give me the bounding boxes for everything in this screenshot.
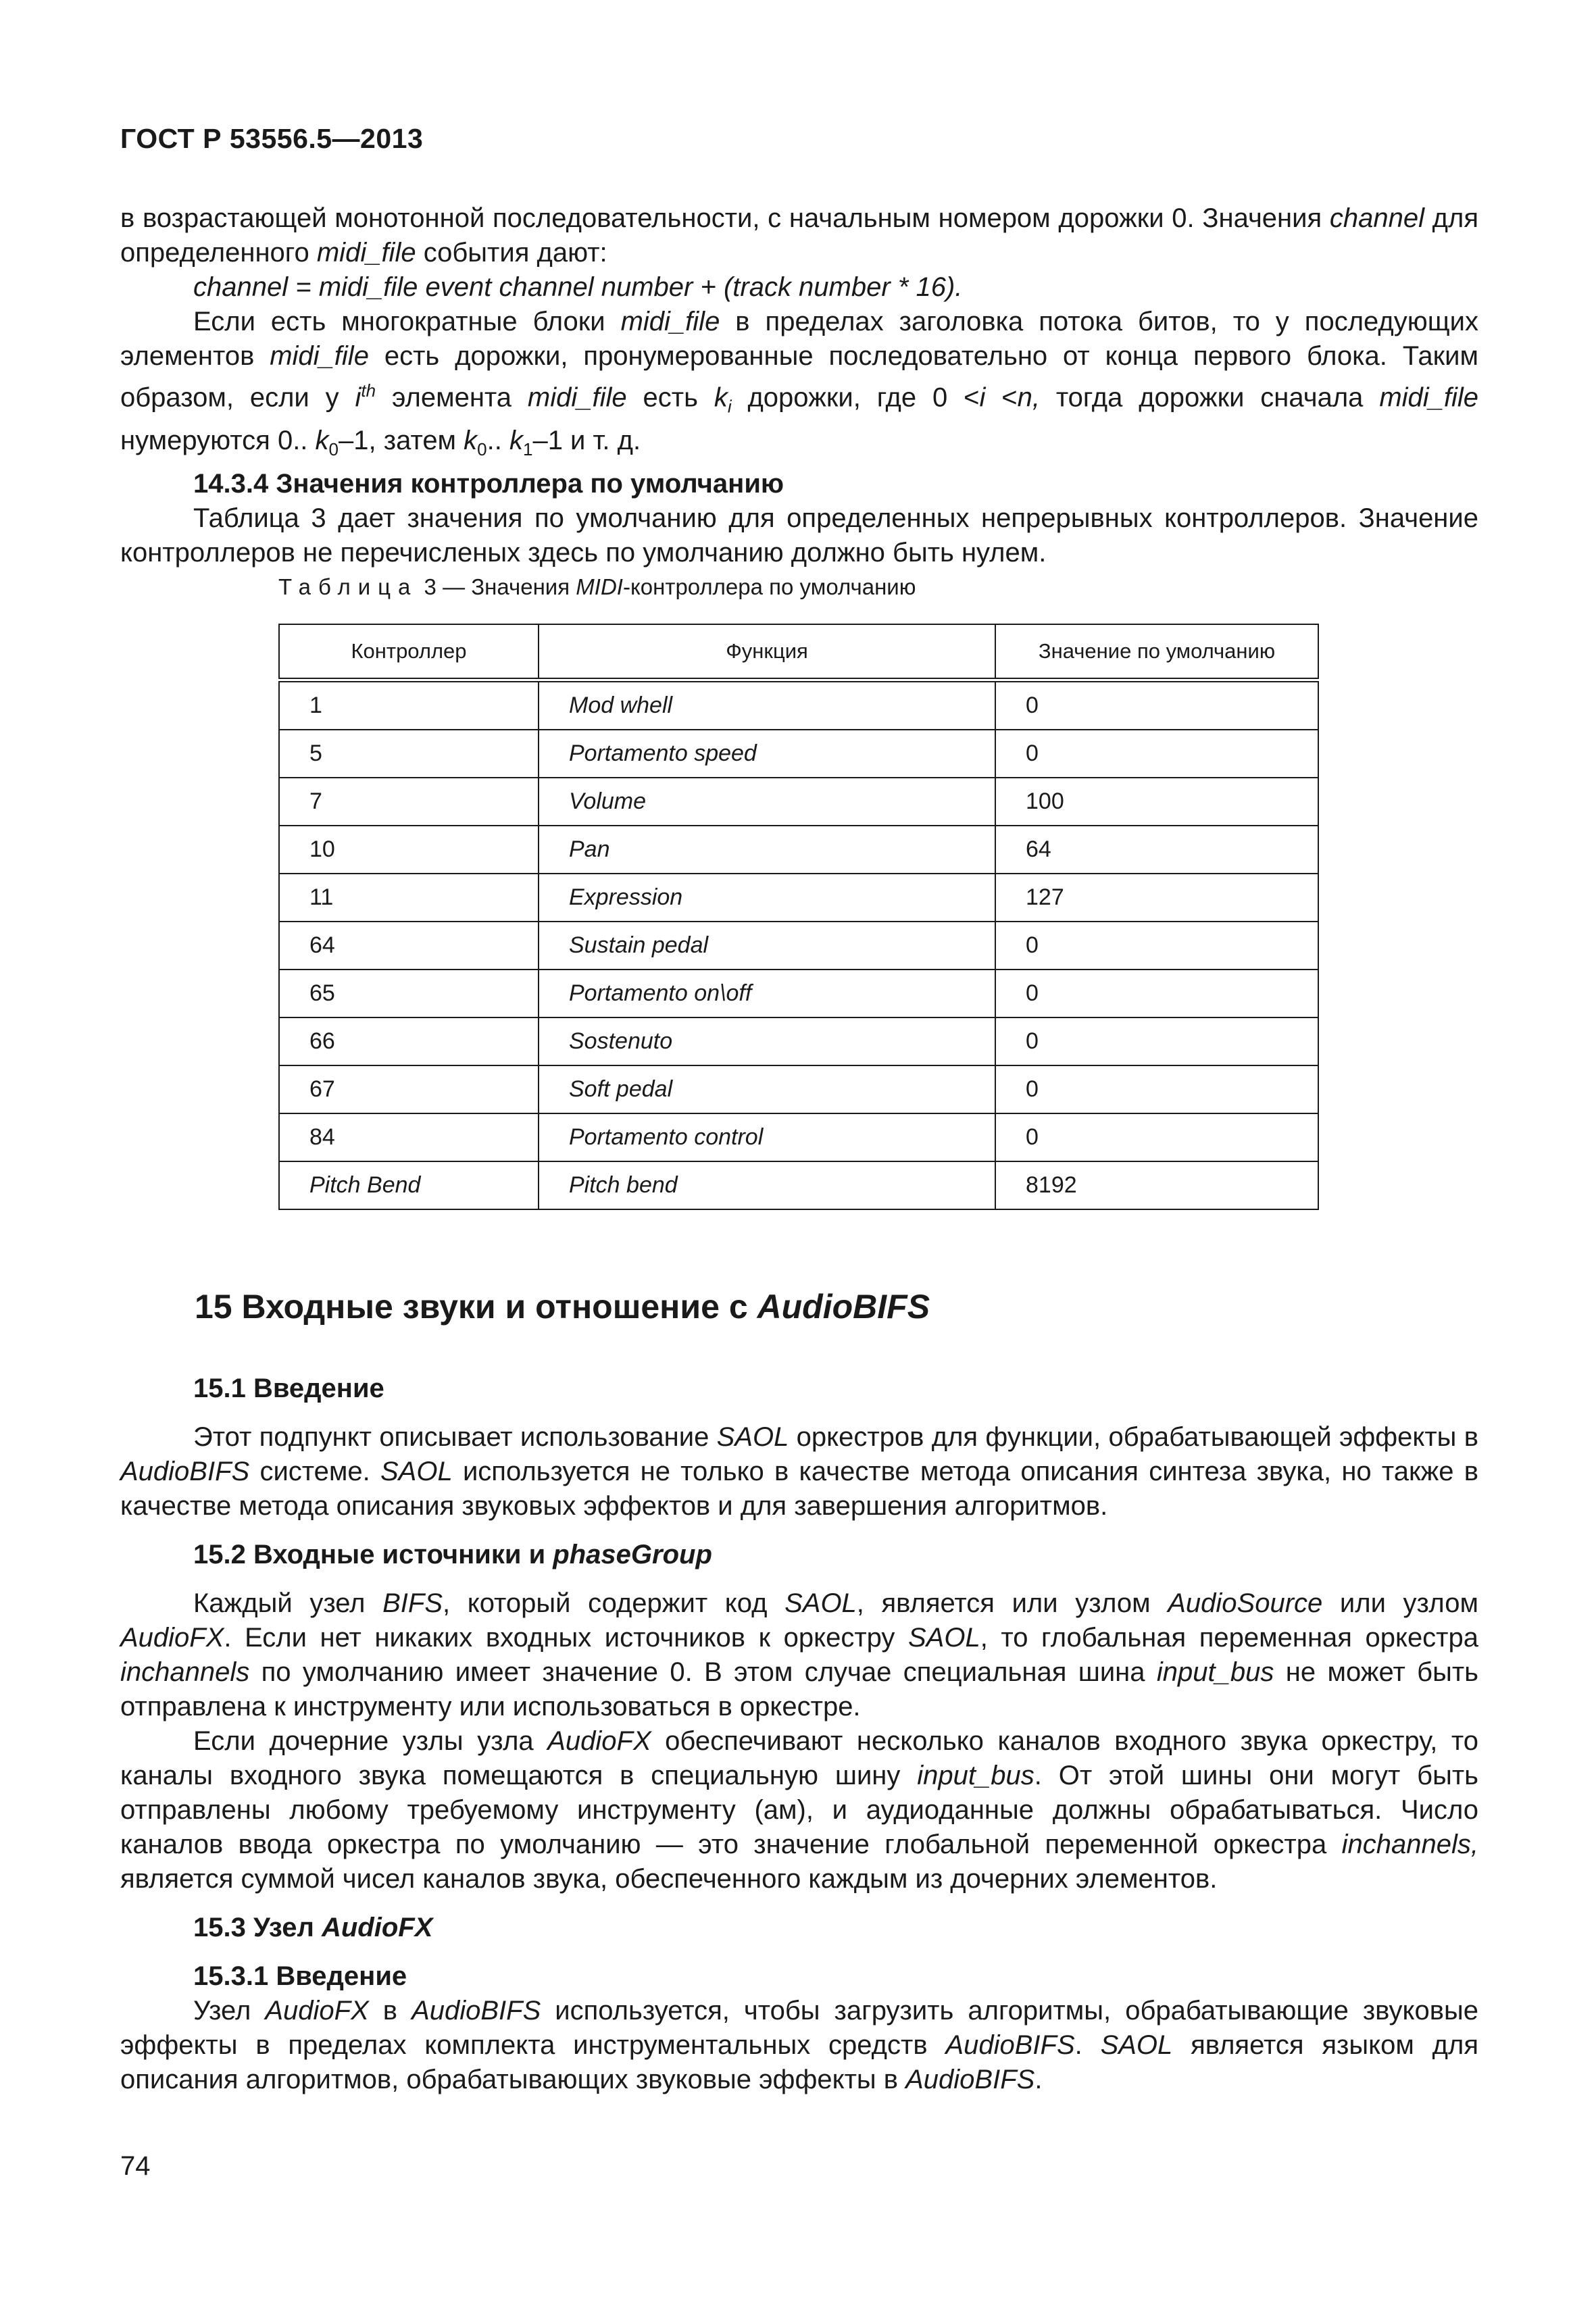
heading-15-2: 15.2 Входные источники и phaseGroup xyxy=(193,1540,712,1569)
paragraph-channel: в возрастающей монотонной последовательности, с начальным номером дорожки 0. Значения channel для определенного midi_file события дают: xyxy=(120,203,1479,268)
header-controller: Контроллер xyxy=(279,624,539,680)
table-row: 65 Portamento on\off 0 xyxy=(279,970,1318,1017)
table-row: 1 Mod whell 0 xyxy=(279,680,1318,730)
table-row: 7 Volume 100 xyxy=(279,778,1318,826)
top-text-block xyxy=(120,201,1478,570)
header-function: Функция xyxy=(539,624,995,680)
paragraph-15-2-first: Каждый узел BIFS, который содержит код SAOL, является или узлом AudioSource или узлом AudioFX. Если нет никаких входных источников к оркестру SAOL, то глобальная переменная оркестра inchannels по умолчанию имеет значение 0. В этом случае специальная шина input_bus не может быть отправлена к инструменту или использоваться в оркестре. xyxy=(120,1588,1478,1721)
paragraph-15-1: Этот подпункт описывает использование SAOL оркестров для функции, обрабатывающей эффекты в AudioBIFS системе. SAOL используется не только в качестве метода описания синтеза звука, но также в качестве метода описания звуковых эффектов и для завершения алгоритмов. xyxy=(120,1422,1479,1521)
page-number: 74 xyxy=(120,2151,151,2181)
table-row: Pitch Bend Pitch bend 8192 xyxy=(279,1161,1318,1209)
heading-15-1: 15.1 Введение xyxy=(193,1374,384,1403)
channel-formula: channel = midi_file event channel number + (track number * 16). xyxy=(193,272,963,302)
table-row: 84 Portamento control 0 xyxy=(279,1113,1318,1161)
table-row: 66 Sostenuto 0 xyxy=(279,1017,1318,1065)
table-row: 10 Pan 64 xyxy=(279,826,1318,874)
table-caption: Таблица 3 — Значения MIDI-контроллера по умолчанию xyxy=(278,574,916,599)
table-header-row xyxy=(279,624,1318,680)
paragraph-midi-blocks: Если есть многократные блоки midi_file в пределах заголовка потока битов, то у последующих элементов midi_file есть дорожки, пронумерованные последовательно от конца первого блока. Таким образом, если у $i^{th}$ элемента midi_file есть $k_i$ дорожки, где 0 <i <n, тогда дорожки сначала midi_file нумеруются 0.. $k_0-1$, затем $k_0$.. $k_1-1$ и т. д. xyxy=(120,307,1479,460)
paragraph-15-2-second: Если дочерние узлы узла AudioFX обеспечивают несколько каналов входного звука оркестру, то каналы входного звука помещаются в специальную шину input_bus. От этой шины они могут быть отправлены любому требуемому инструменту (ам), и аудиоданные должны обрабатываться. Число каналов ввода оркестра по умолчанию — это значение глобальной переменной оркестра inchannels, является суммой чисел каналов звука, обеспеченного каждым из дочерних элементов. xyxy=(120,1726,1479,1894)
table-row: 64 Sustain pedal 0 xyxy=(279,922,1318,970)
header-default-value: Значение по умолчанию xyxy=(995,624,1318,680)
paragraph-15-3-1: Узел AudioFX в AudioBIFS используется, чтобы загрузить алгоритмы, обрабатывающие звуковые эффекты в пределах комплекта инструментальных средств AudioBIFS. SAOL является языком для описания алгоритмов, обрабатывающих звуковые эффекты в AudioBIFS. xyxy=(120,1996,1478,2094)
table-row: 67 Soft pedal 0 xyxy=(279,1065,1318,1113)
heading-15-3: 15.3 Узел AudioFX xyxy=(193,1913,433,1942)
heading-14-3-4: 14.3.4 Значения контроллера по умолчанию xyxy=(193,469,784,499)
section-15-title: 15 Входные звуки и отношение с AudioBIFS xyxy=(195,1288,930,1326)
section-15-body xyxy=(120,1372,1478,2097)
controller-defaults-table xyxy=(278,624,1319,1210)
table-row: 5 Portamento speed 0 xyxy=(279,730,1318,778)
table-row: 11 Expression 127 xyxy=(279,874,1318,922)
document-id: ГОСТ Р 53556.5—2013 xyxy=(120,123,424,154)
paragraph-14-3-4: Таблица 3 дает значения по умолчанию для определенных непрерывных контроллеров. Значение контроллеров не перечисленых здесь по умолчанию должно быть нулем. xyxy=(120,503,1478,568)
heading-15-3-1: 15.3.1 Введение xyxy=(193,1961,407,1991)
